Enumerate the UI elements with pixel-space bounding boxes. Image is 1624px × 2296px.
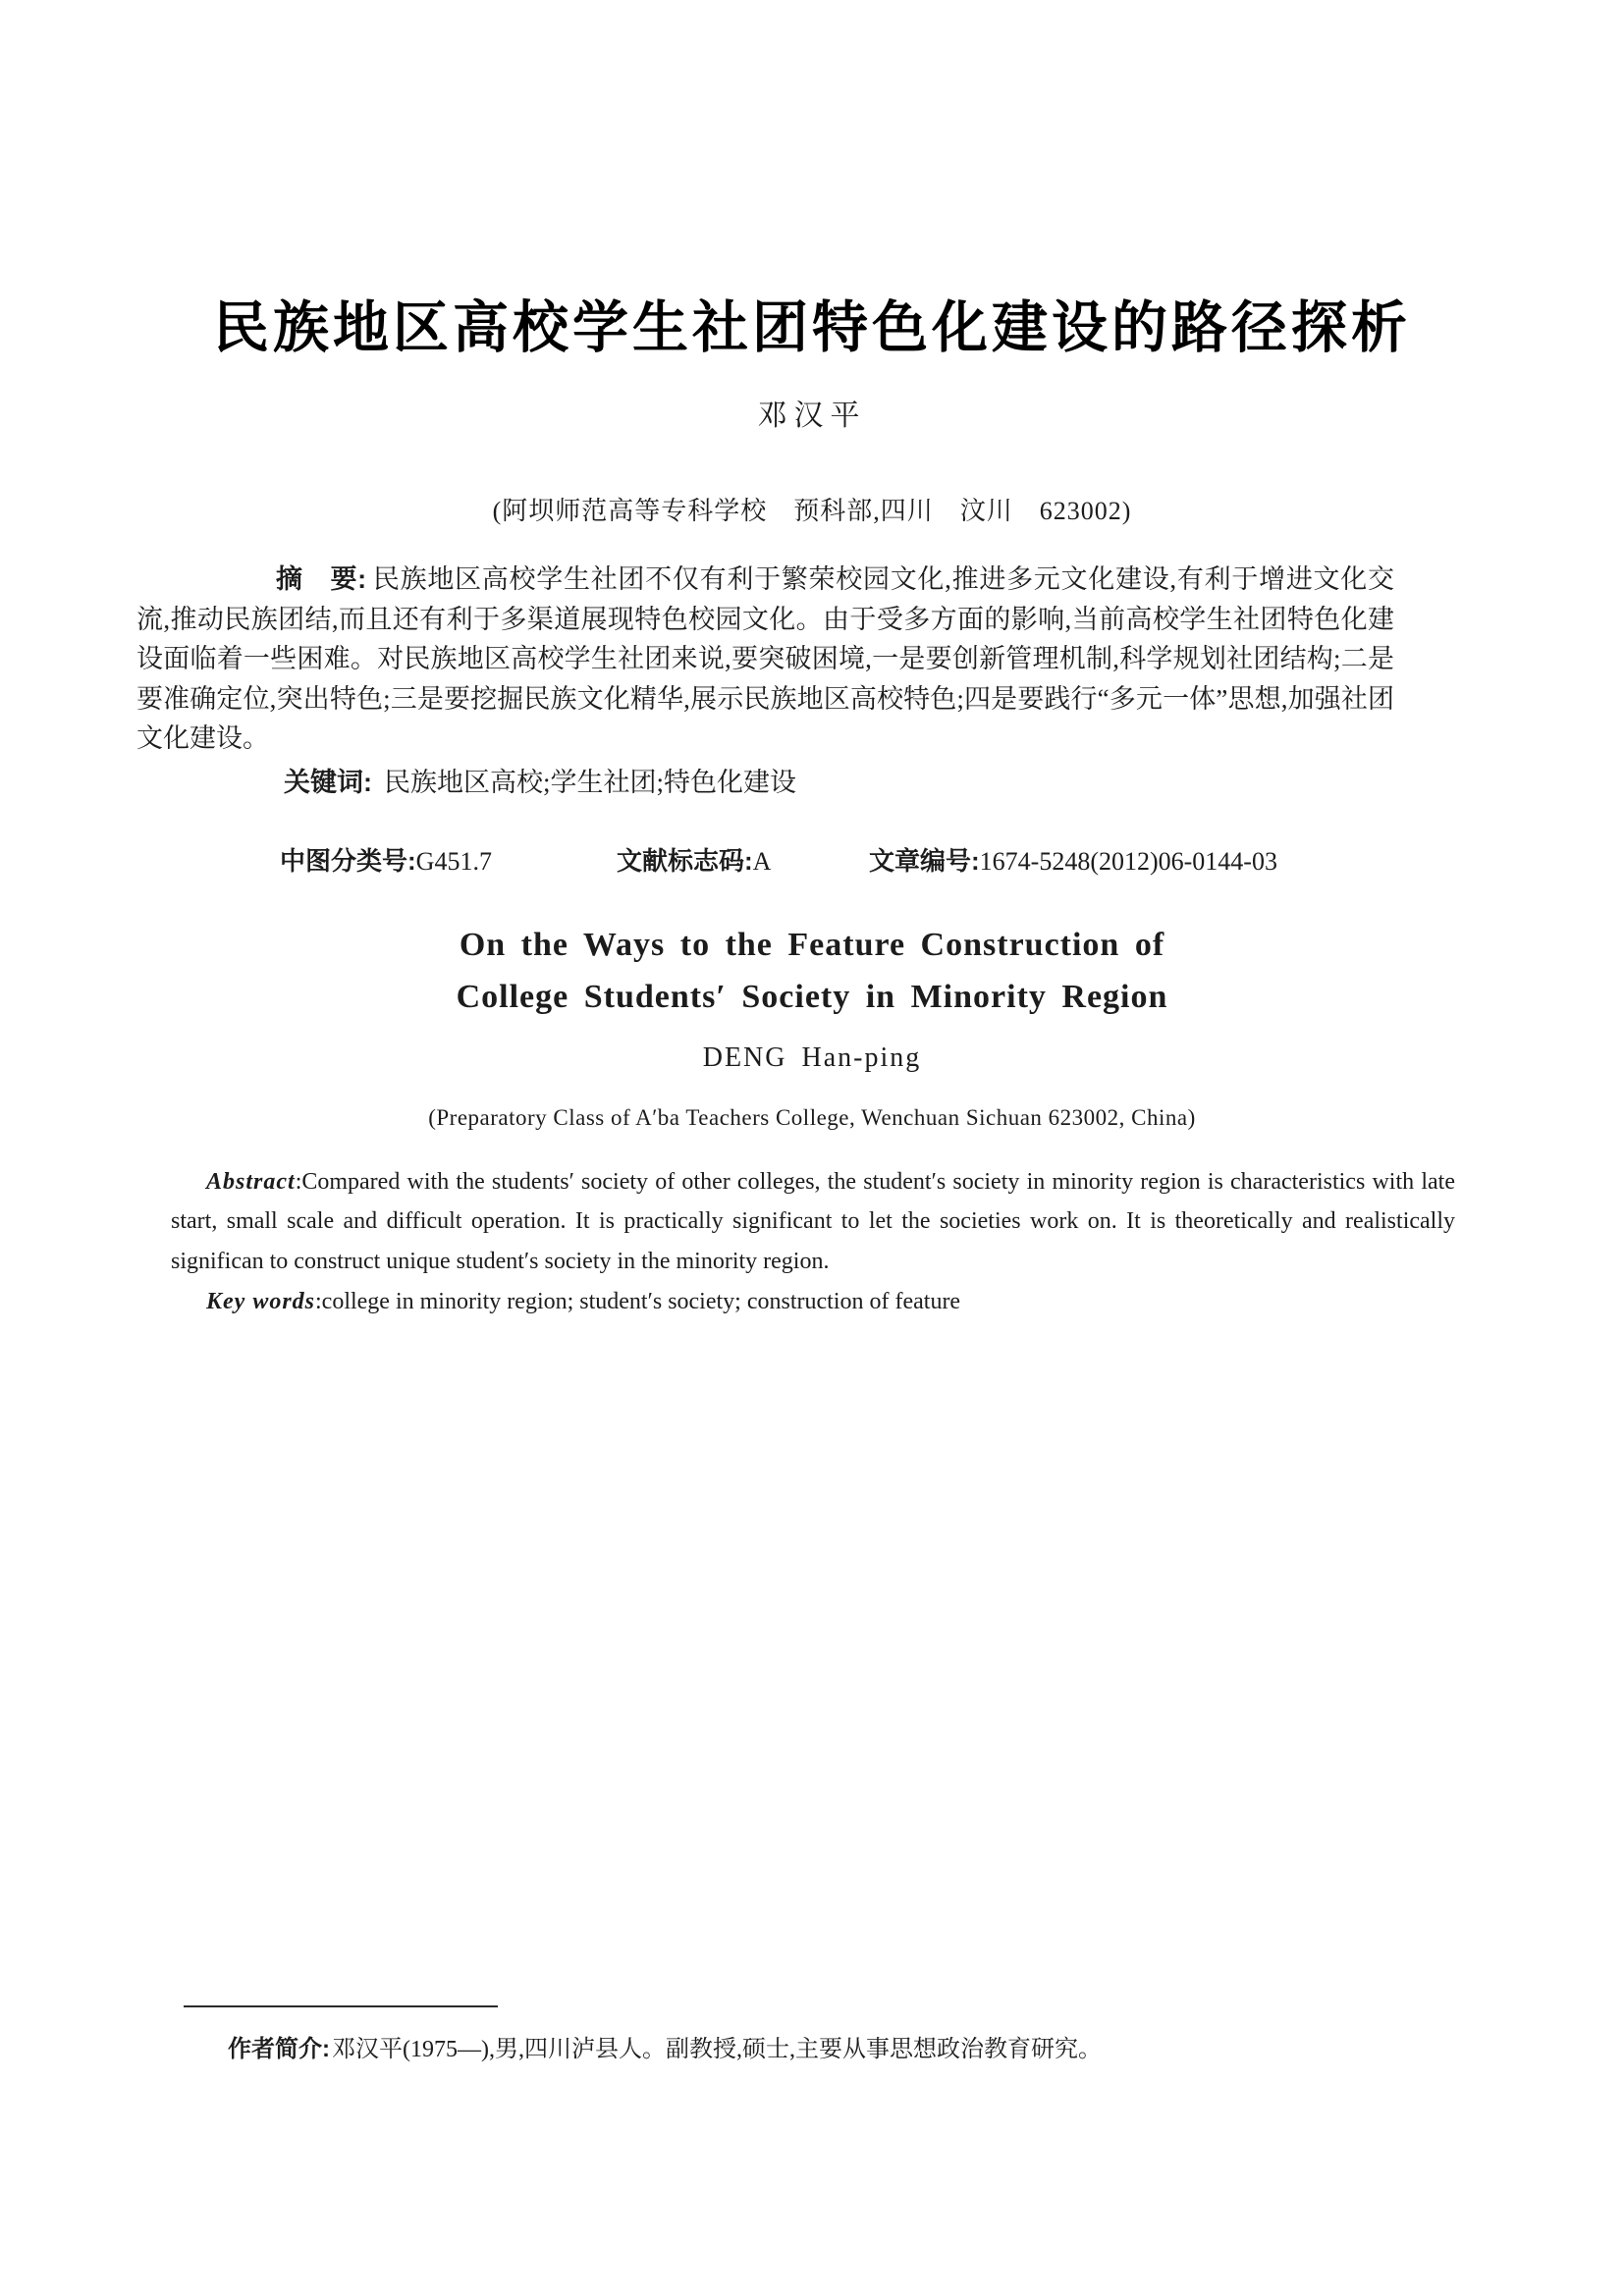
clc-value: G451.7 [415,847,492,876]
clc-label: 中图分类号: [280,846,416,876]
article-id-value: 1674-5248(2012)06-0144-03 [979,847,1277,876]
abstract-text-en: :Compared with the students′ society of other colleges, the student′s society in minority region is characteristics with late start, small scale and difficult operation. It is practically significant to let the societies work on. It is theoretically and realistically significan to construct unique student′s society in the minority region. [171,1169,1455,1274]
article-author-zh: 邓汉平 [757,400,867,432]
article-title-zh: 民族地区高校学生社团特色化建设的路径探析 [213,297,1411,359]
document-code-value: A [752,847,772,876]
article-title-en [0,919,1624,1023]
document-code-label: 文献标志码: [617,846,753,876]
document-code [617,844,771,879]
abstract-label-en: Abstract [206,1169,296,1195]
article-id [869,844,1277,879]
abstract-zh [136,560,1394,759]
keywords-text-zh: 民族地区高校;学生社团;特色化建设 [384,768,797,797]
author-bio-label: 作者简介: [228,2036,330,2062]
article-id-label: 文章编号: [869,846,980,876]
author-bio-text: 邓汉平(1975—),男,四川泸县人。副教授,硕士,主要从事思想政治教育研究。 [332,2037,1102,2062]
article-affiliation-zh: (阿坝师范高等专科学校 预科部,四川 汶川 623002) [492,497,1132,525]
author-bio-footnote [228,2032,1102,2067]
article-author-en: DENG Han-ping [702,1042,922,1073]
keywords-label-en: Key words [206,1289,315,1314]
clc-number [280,844,492,879]
keywords-zh [136,763,1394,802]
article-title-en-line2: College Students′ Society in Minority Region [456,979,1168,1015]
abstract-text-zh: 民族地区高校学生社团不仅有利于繁荣校园文化,推进多元文化建设,有利于增进文化交流,推动民族团结,而且还有利于多渠道展现特色校园文化。由于受多方面的影响,当前高校学生社团特色化建设面临着一些困难。对民族地区高校学生社团来说,要突破困境,一是要创新管理机制,科学规划社团结构;二是要准确定位,突出特色;三是要挖掘民族文化精华,展示民族地区高校特色;四是要践行“多元一体”思想,加强社团文化建设。 [136,564,1394,753]
keywords-text-en: :college in minority region; student′s society; construction of feature [315,1289,961,1314]
keywords-label-zh: 关键词: [284,768,372,797]
abstract-label-zh: 摘 要: [276,564,367,594]
keywords-en [171,1282,1455,1321]
article-affiliation-en: (Preparatory Class of A′ba Teachers College, Wenchuan Sichuan 623002, China) [428,1105,1196,1130]
footnote-divider [184,2005,498,2007]
abstract-en [171,1162,1455,1281]
article-title-en-line1: On the Ways to the Feature Construction of [459,927,1165,963]
